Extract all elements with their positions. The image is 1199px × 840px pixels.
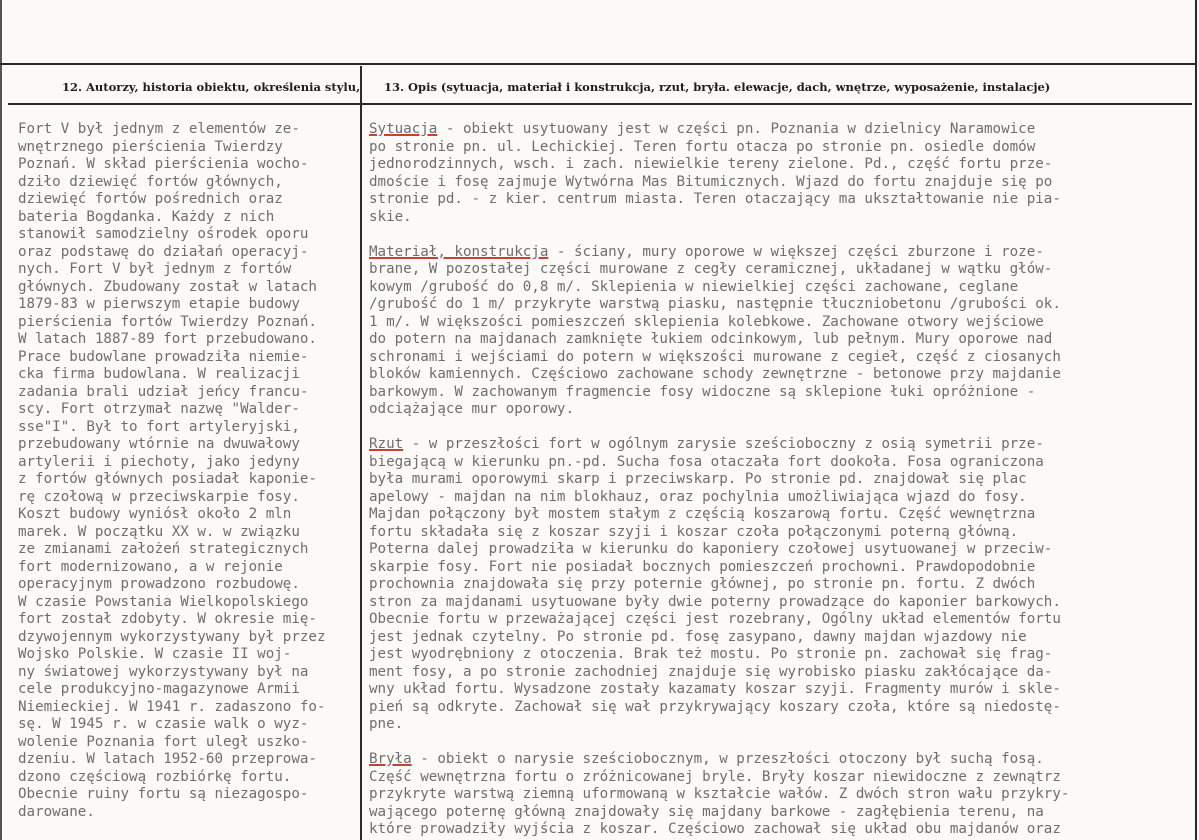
section-line: Poterna dalej prowadziła w kierunku do kaponiery czołowej usytuowanej w przeciw- [369,541,1053,557]
history-line: z fortów głównych posiadał kaponie- [18,471,317,487]
description-section [369,244,1191,419]
history-line: Fort V był jednym z elementów ze- [18,121,300,137]
section-line: bloków kamiennych. Częściowo zachowane schody zewnętrzne - betonowe przy majdanie [369,366,1061,382]
history-line: Obecnie ruiny fortu są niezagospo- [18,786,309,802]
history-line: rę czołową w przeciwskarpie fosy. [18,488,300,505]
section-line: kowym /grubość do 0,8 m/. Sklepienia w niewielkiej części zachowane, ceglane [369,278,1019,295]
description-text-column [369,121,1191,839]
card-top-rule [0,63,1196,65]
section-line: Majdan połączony był mostem stałym z częścią koszarową fortu. Część wewnętrzna [369,506,1036,522]
history-line: ze zmianami założeń strategicznych [18,541,309,557]
section-line: ment fosy, a po stronie zachodniej znajduje się wyrobisko piasku zakłócające da- [369,663,1053,680]
history-line: Niemieckiej. W 1941 r. zadaszono fo- [18,698,326,715]
history-line: Koszt budowy wyniósł około 2 mln [18,506,292,522]
section-line: /grubość do 1 m/ przykryte warstwą piasku, następnie tłuczniobetonu /grubości ok. [369,296,1061,312]
section-heading: Materiał, konstrukcja [369,243,549,260]
section-heading: Sytuacja [369,121,438,137]
section-line: stronie pd. - z kier. centrum miasta. Teren otaczający ma ukształtowanie nie pia- [369,191,1061,207]
section-heading: Bryła [369,751,412,767]
section-line: schronami i wejściami do potern w większości murowane z cegieł, część z ciosanych [369,348,1061,365]
section-line: odciążające mur oporowy. [369,401,574,417]
section-gap [369,419,1191,437]
history-line: wolenie Poznania fort uległ uszko- [18,733,309,750]
history-line: marek. W początku XX w. w związku [18,523,300,540]
section-line: skarpie fosy. Fort nie posiadał bocznych pomieszczeń prochowni. Prawdopodobnie [369,558,1036,575]
history-line: dziło dziewięć fortów głównych, [18,173,283,190]
history-line: pierścienia fortów Twierdzy Poznań. [18,313,317,330]
history-line: dzono częściową rozbiórkę fortu. [18,768,292,785]
section-line: Obecnie fortu w przeważającej części jest rozebrany, Ogólny układ elementów fortu [369,611,1061,627]
section-line: po stronie pn. ul. Lechickiej. Teren fortu otacza po stronie pn. osiedle domów [369,138,1036,155]
header-rule [8,103,1192,105]
section-line: skie. [369,208,412,225]
history-line: wnętrznego pierścienia Twierdzy [18,138,283,155]
history-line: darowane. [18,803,95,820]
section-line: dmoście i fosę zajmuje Wytwórna Mas Bitumicznych. Wjazd do fortu znajduje się po [369,173,1053,190]
card-left-edge [0,0,2,840]
section-first-line [369,121,1191,139]
history-line: Prace budowlane prowadziła niemie- [18,348,309,365]
section-line: barkowym. W zachowanym fragmencie fosy widoczne są sklepione łuki opróżnione - [369,383,1036,400]
section-line: wającego poternę główną znajdowały się majdany barkowe - zagłębienia terenu, na [369,803,1044,820]
section-first-line-text: - w przeszłości fort w ogólnym zarysie sześcioboczny z osią symetrii prze- [403,436,1044,452]
section-heading: Rzut [369,436,404,452]
history-line: bateria Bogdanka. Każdy z nich [18,208,275,225]
history-line: Wojsko Polskie. W czasie II woj- [18,646,292,662]
card-right-edge [1195,0,1197,840]
history-line: W czasie Powstania Wielkopolskiego [18,593,309,610]
section-line: biegającą w kierunku pn.-pd. Sucha fosa otaczała fort dookoła. Fosa ograniczona [369,453,1044,470]
section-first-line-text: - obiekt o narysie sześciobocznym, w przeszłości otoczony był suchą fosą. [411,751,1044,767]
section-line: 1 m/. W większości pomieszczeń sklepienia kolebkowe. Zachowane otwory wejściowe [369,313,1044,330]
history-line: ny światowej wykorzystywany był na [18,663,309,680]
section-line: fortu składała się z koszar szyji i koszar czoła połączonymi poterną główną. [369,523,1019,540]
history-line: scy. Fort otrzymał nazwę "Walder- [18,401,300,417]
history-line: cka firma budowlana. W realizacji [18,366,300,382]
history-line: stanowił samodzielny ośrodek oporu [18,226,309,242]
description-column-header: 13. Opis (sytuacja, materiał i konstrukcja, rzut, bryła. elewacje, dach, wnętrze, wyposażenie, instalacje) [384,80,1051,94]
section-line: pień są odkryte. Zachował się wał przykrywający koszary czoła, które są niedostę- [369,698,1061,715]
history-column-header: 12. Autorzy, historia obiektu, określenia stylu, [62,80,361,94]
history-line: zadania brali udział jeńcy francu- [18,383,309,400]
history-line: fort został zdobyty. W okresie mię- [18,611,317,627]
history-line: W latach 1887-89 fort przebudowano. [18,331,317,347]
history-line: sse"I". Był to fort artyleryjski, [18,418,300,435]
section-line: Część wewnętrzna fortu o zróżnicowanej bryle. Bryły koszar niewidoczne z zewnątrz [369,768,1061,785]
history-line: głównych. Zbudowany został w latach [18,278,317,295]
history-line: dziewięć fortów pośrednich oraz [18,191,283,207]
section-first-line-text: - obiekt usytuowany jest w części pn. Poznania w dzielnicy Naramowice [437,121,1036,137]
section-line: apelowy - majdan na nim blokhauz, oraz pochylnia umożliwiająca wjazd do fosy. [369,488,1027,505]
history-line: artylerii i piechoty, jako jedyny [18,453,300,470]
description-section [369,751,1191,839]
history-line: operacyjnym prowadzono rozbudowę. [18,576,300,592]
history-line: dzywojennym wykorzystywany był przez [18,628,326,645]
history-line: 1879-83 w pierwszym etapie budowy [18,296,300,312]
section-line: prochownia znajdowała się przy poternie głównej, po stronie pn. fortu. Z dwóch [369,576,1036,592]
section-gap [369,734,1191,752]
history-line: Poznań. W skład pierścienia wocho- [18,156,309,172]
history-line: sę. W 1945 r. w czasie walk o wyz- [18,716,309,732]
section-line: jest wyodrębniony z otoczenia. Brak też mostu. Po stronie pn. zachował się frag- [369,646,1053,662]
section-line: brane, W pozostałej części murowane z cegły ceramicznej, układanej w wątku głów- [369,261,1053,277]
section-line: które prowadziły wyjścia z koszar. Częściowo zachował się układ obu majdanów oraz [369,821,1061,837]
section-line: wny układ fortu. Wysadzone zostały kazamaty koszar szyji. Fragmenty murów i skle- [369,681,1061,697]
history-line: nych. Fort V był jednym z fortów [18,261,292,277]
history-line: cele produkcyjno-magazynowe Armii [18,681,300,697]
section-first-line-text: - ściany, mury oporowe w większej części zburzone i roze- [548,243,1044,260]
history-text-column [18,121,358,821]
history-line: przebudowany wtórnie na dwuwałowy [18,436,300,452]
section-line: do potern na majdanach zamknięte łukiem odcinkowym, lub pełnym. Mury oporowe nad [369,331,1053,347]
description-section [369,121,1191,226]
history-line: dzeniu. W latach 1952-60 przeprowa- [18,751,317,767]
history-line: oraz podstawę do działań operacyj- [18,243,309,260]
section-line: jest jednak czytelny. Po stronie pd. fosę zasypano, dawny majdan wjazdowy nie [369,628,1027,645]
section-line: przykryte warstwą ziemną uformowaną w kształcie wałów. Z dwóch stron wału przykry- [369,786,1070,802]
section-line: była murami oporowymi skarp i przeciwskarp. Po stronie pd. znajdował się plac [369,471,1027,487]
section-first-line [369,436,1191,454]
section-first-line [369,244,1191,262]
section-line: jednorodzinnych, wsch. i zach. niewielkie tereny zielone. Pd., część fortu prze- [369,156,1053,172]
section-first-line [369,751,1191,769]
column-divider [360,66,362,840]
history-line: fort modernizowano, a w rejonie [18,558,283,575]
description-section [369,436,1191,734]
section-gap [369,226,1191,244]
section-line: pne. [369,716,404,732]
section-line: stron za majdanami usytuowane były dwie poterny prowadzące do kaponier barkowych. [369,593,1061,610]
